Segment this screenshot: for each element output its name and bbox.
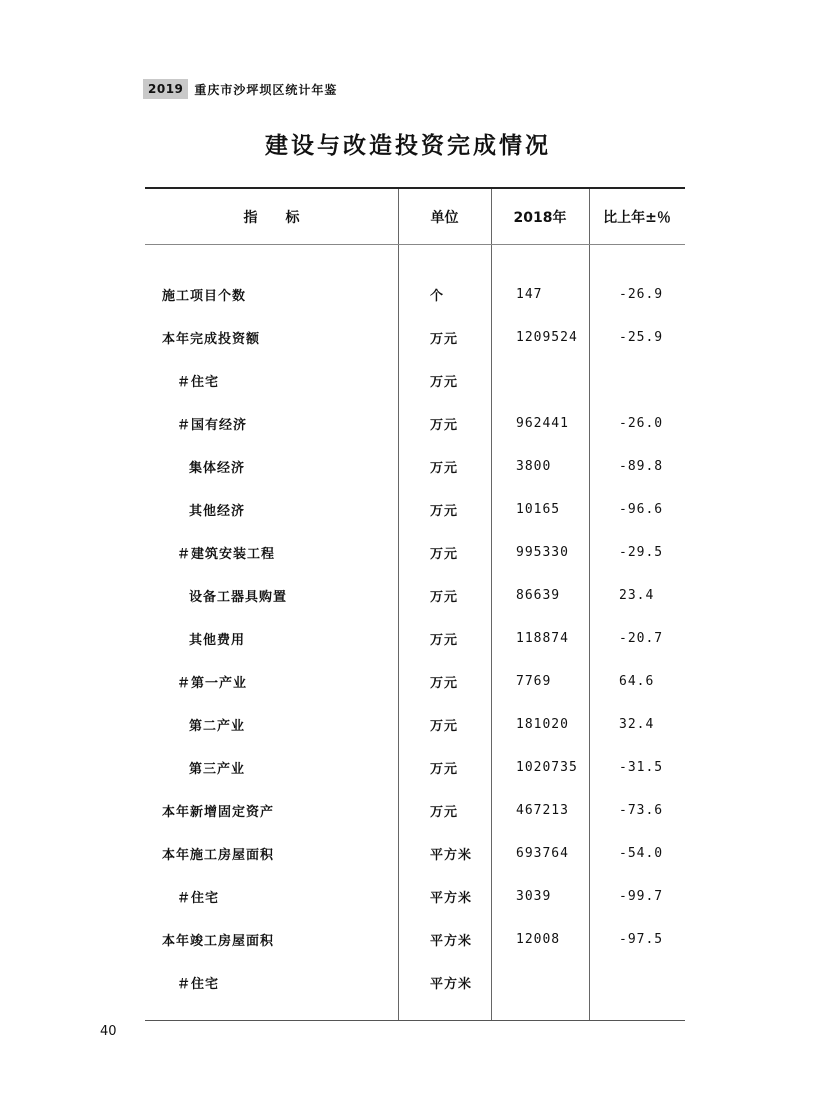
- row-unit: 万元: [430, 805, 459, 820]
- header-indicator: 指 标: [243, 209, 300, 226]
- row-value-2018: 3039: [516, 889, 552, 904]
- row-value-2018: 118874: [516, 631, 569, 646]
- table-row: [145, 617, 685, 660]
- row-value-2018: 12008: [516, 932, 561, 947]
- row-change-pct: -89.8: [619, 459, 664, 474]
- header-year: 2019: [143, 79, 188, 99]
- row-indicator: 本年完成投资额: [162, 332, 261, 347]
- row-unit: 万元: [430, 547, 459, 562]
- row-unit: 平方米: [430, 977, 473, 992]
- row-change-pct: -26.9: [619, 287, 664, 302]
- page-number: 40: [100, 1024, 117, 1039]
- row-unit: 万元: [430, 590, 459, 605]
- row-value-2018: 467213: [516, 803, 569, 818]
- row-value-2018: 693764: [516, 846, 569, 861]
- row-change-pct: -25.9: [619, 330, 664, 345]
- row-unit: 万元: [430, 676, 459, 691]
- row-change-pct: 32.4: [619, 717, 655, 732]
- row-indicator: 设备工器具购置: [189, 590, 288, 605]
- table-row: [145, 961, 685, 1004]
- row-indicator: 其他经济: [189, 504, 246, 519]
- row-unit: 平方米: [430, 934, 473, 949]
- row-indicator: 本年竣工房屋面积: [162, 934, 275, 949]
- row-unit: 万元: [430, 633, 459, 648]
- table-row: [145, 574, 685, 617]
- table-row: [145, 875, 685, 918]
- row-indicator: 本年施工房屋面积: [162, 848, 275, 863]
- row-indicator: 第二产业: [189, 719, 246, 734]
- row-value-2018: 10165: [516, 502, 561, 517]
- table-row: [145, 531, 685, 574]
- row-unit: 万元: [430, 418, 459, 433]
- table-row: [145, 832, 685, 875]
- row-indicator: 本年新增固定资产: [162, 805, 275, 820]
- row-indicator: ＃建筑安装工程: [177, 547, 276, 562]
- row-indicator: 施工项目个数: [162, 289, 247, 304]
- page-title: 建设与改造投资完成情况: [265, 132, 551, 159]
- row-unit: 个: [430, 289, 445, 304]
- row-unit: 万元: [430, 762, 459, 777]
- header-book-title: 重庆市沙坪坝区统计年鉴: [194, 82, 338, 97]
- row-change-pct: 64.6: [619, 674, 655, 689]
- table-row: [145, 488, 685, 531]
- row-unit: 万元: [430, 504, 459, 519]
- row-unit: 万元: [430, 332, 459, 347]
- row-indicator: ＃国有经济: [177, 418, 248, 433]
- row-indicator: ＃住宅: [177, 891, 220, 906]
- row-change-pct: 23.4: [619, 588, 655, 603]
- row-value-2018: 3800: [516, 459, 552, 474]
- table-row: [145, 359, 685, 402]
- row-value-2018: 995330: [516, 545, 569, 560]
- row-indicator: 集体经济: [189, 461, 246, 476]
- row-indicator: ＃第一产业: [177, 676, 248, 691]
- table-row: [145, 273, 685, 316]
- row-value-2018: 7769: [516, 674, 552, 689]
- row-unit: 万元: [430, 719, 459, 734]
- row-change-pct: -20.7: [619, 631, 664, 646]
- row-unit: 万元: [430, 461, 459, 476]
- row-indicator: 其他费用: [189, 633, 246, 648]
- row-change-pct: -97.5: [619, 932, 664, 947]
- row-change-pct: -73.6: [619, 803, 664, 818]
- header-change: 比上年±％: [603, 209, 671, 226]
- row-unit: 万元: [430, 375, 459, 390]
- row-value-2018: 1020735: [516, 760, 578, 775]
- row-change-pct: -29.5: [619, 545, 664, 560]
- row-unit: 平方米: [430, 848, 473, 863]
- table-row: [145, 703, 685, 746]
- row-indicator: 第三产业: [189, 762, 246, 777]
- row-value-2018: 181020: [516, 717, 569, 732]
- statistics-table: [145, 187, 685, 1021]
- table-row: [145, 660, 685, 703]
- table-row: [145, 789, 685, 832]
- yearbook-header: [143, 79, 343, 99]
- row-value-2018: 147: [516, 287, 543, 302]
- table-row: [145, 746, 685, 789]
- row-unit: 平方米: [430, 891, 473, 906]
- table-row: [145, 402, 685, 445]
- header-unit: 单位: [430, 209, 459, 226]
- header-year: 2018年: [513, 209, 567, 226]
- table-row: [145, 445, 685, 488]
- row-indicator: ＃住宅: [177, 977, 220, 992]
- row-value-2018: 962441: [516, 416, 569, 431]
- row-value-2018: 86639: [516, 588, 561, 603]
- row-indicator: ＃住宅: [177, 375, 220, 390]
- row-change-pct: -31.5: [619, 760, 664, 775]
- row-value-2018: 1209524: [516, 330, 578, 345]
- row-change-pct: -26.0: [619, 416, 664, 431]
- row-change-pct: -99.7: [619, 889, 664, 904]
- table-row: [145, 918, 685, 961]
- header-divider: [145, 244, 685, 245]
- table-row: [145, 316, 685, 359]
- row-change-pct: -54.0: [619, 846, 664, 861]
- row-change-pct: -96.6: [619, 502, 664, 517]
